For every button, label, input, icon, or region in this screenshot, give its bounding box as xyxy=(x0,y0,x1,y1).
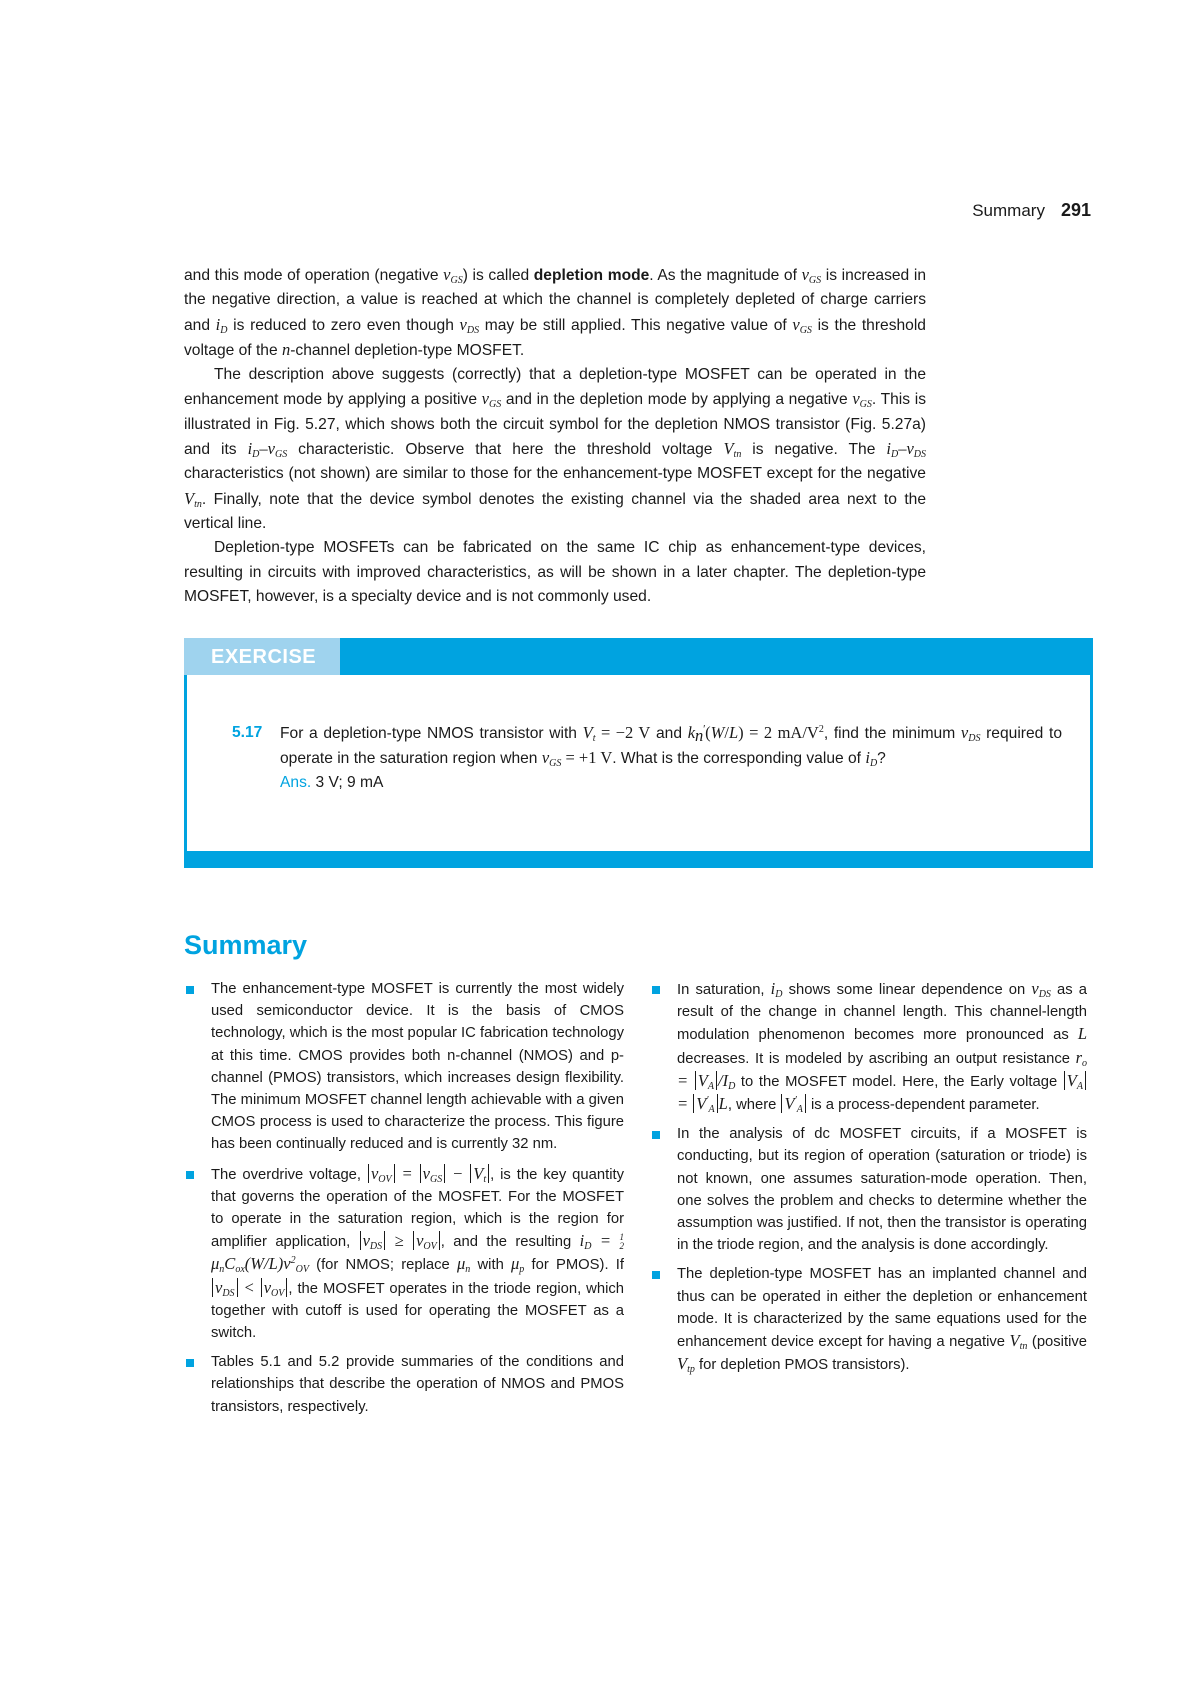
exercise-box xyxy=(184,638,1093,868)
summary-bullet: The depletion-type MOSFET has an implanted channel and thus can be operated in either the depletion or enhancement mode. It is characterized by the same equations used for the enhancement device except for having a negative $V_{tn}$ (positive $V_{tp}$ for depletion PMOS transistors). xyxy=(650,1263,1087,1376)
summary-heading: Summary xyxy=(184,930,308,960)
summary-right-column xyxy=(650,978,1087,1383)
answer-label: Ans. xyxy=(280,774,312,791)
running-head: Summary xyxy=(972,201,1045,220)
answer-value: 3 V; 9 mA xyxy=(315,774,384,791)
paragraph-2: The description above suggests (correctly) that a depletion-type MOSFET can be operated in the enhancement mode by applying a positive $v_{GS}$ and in the depletion mode by applying a negative $v_{GS}$. This is illustrated in Fig. 5.27, which shows both the circuit symbol for the depletion NMOS transistor (Fig. 5.27a) and its $i_D-v_{GS}$ characteristic. Observe that here the threshold voltage $V_{tn}$ is negative. The $i_D-v_{DS}$ characteristics (not shown) are similar to those for the enhancement-type MOSFET except for the negative $V_{tn}$. Finally, note that the device symbol denotes the existing channel via the shaded area next to the vertical line. xyxy=(184,366,926,532)
exercise-number: 5.17 xyxy=(232,724,263,741)
exercise-top-bar xyxy=(340,638,1093,675)
summary-bullet: In saturation, $i_D$ shows some linear dependence on $v_{DS}$ as a result of the change in channel length. This channel-length modulation phenomenon becomes more pronounced as L decreases. It is modeled by ascribing an output resistance $r_o = V_A$ $/I_D$ to the MOSFET model. Here, the Early voltage $V_A = V'_A$ L, where $V'_A$ is a process-dependent parameter. xyxy=(650,978,1087,1116)
square-bullet-icon xyxy=(652,986,660,994)
square-bullet-icon xyxy=(652,1271,660,1279)
square-bullet-icon xyxy=(652,1131,660,1139)
exercise-bottom-bar xyxy=(184,854,1093,868)
square-bullet-icon xyxy=(186,986,194,994)
square-bullet-icon xyxy=(186,1359,194,1367)
page-number: 291 xyxy=(1060,200,1091,220)
paragraph-3: Depletion-type MOSFETs can be fabricated on the same IC chip as enhancement-type devices, resulting in circuits with improved characteristics, as will be shown in a later chapter. The depletion-type MOSFET, however, is a specialty device and is not commonly used. xyxy=(184,539,926,605)
term-depletion-mode: depletion mode xyxy=(533,267,650,284)
exercise-text: For a depletion-type NMOS transistor with $V_t = -2$ V and $k_n'(W/L) = 2$ $mA/V^2$, find the minimum $v_{DS}$ required to operate in the saturation region when $v_{GS} = +1$ V. What is the corresponding value of $i_D$? Ans. 3 V; 9 mA xyxy=(280,723,1062,791)
summary-bullet: The enhancement-type MOSFET is currently the most widely used semiconductor device. It is the basis of CMOS technology, which is the most popular IC fabrication technology at this time. CMOS provides both n-channel (NMOS) and p-channel (PMOS) transistors, which increases design flexibility. The minimum MOSFET channel length achievable with a given CMOS process is used to characterize the process. This figure has been continually reduced and is currently 32 nm. xyxy=(184,978,624,1156)
body-text xyxy=(184,263,926,609)
exercise-content xyxy=(232,721,1062,795)
summary-bullet: In the analysis of dc MOSFET circuits, if a MOSFET is conducting, but its region of operation (saturation or triode) is not known, one assumes saturation-mode operation. Then, one solves the problem and checks to determine whether the assumption was justified. If not, then the transistor is operating in the triode region, and the analysis is done accordingly. xyxy=(650,1123,1087,1256)
summary-bullet: The overdrive voltage, $v_{OV} = v_{GS} - V_t$ , is the key quantity that governs the operation of the MOSFET. For the MOSFET to operate in the saturation region, which is the region for amplifier application, $v_{DS} \ge v_{OV}$ , and the resulting $i_D = 1$ $2\mu_nC_{ox}(W/L)v^2_{OV}$ (for NMOS; replace $\mu_n$ with $\mu_p$ for PMOS). If $v_{DS} < v_{OV}$ , the MOSFET operates in the triode region, which together with cutoff is used for operating the MOSFET as a switch. xyxy=(184,1163,624,1345)
summary-bullet: Tables 5.1 and 5.2 provide summaries of the conditions and relationships that describe the operation of NMOS and PMOS transistors, respectively. xyxy=(184,1351,624,1418)
summary-left-column xyxy=(184,978,624,1425)
paragraph-1: and this mode of operation (negative $v_{GS}$) is called depletion mode. As the magnitude of $v_{GS}$ is increased in the negative direction, a value is reached at which the channel is completely depleted of charge carriers and $i_D$ is reduced to zero even though $v_{DS}$ may be still applied. This negative value of $v_{GS}$ is the threshold voltage of the n-channel depletion-type MOSFET. xyxy=(184,265,926,359)
exercise-title: EXERCISE xyxy=(184,638,340,675)
square-bullet-icon xyxy=(186,1171,194,1179)
page-header xyxy=(0,200,1091,221)
